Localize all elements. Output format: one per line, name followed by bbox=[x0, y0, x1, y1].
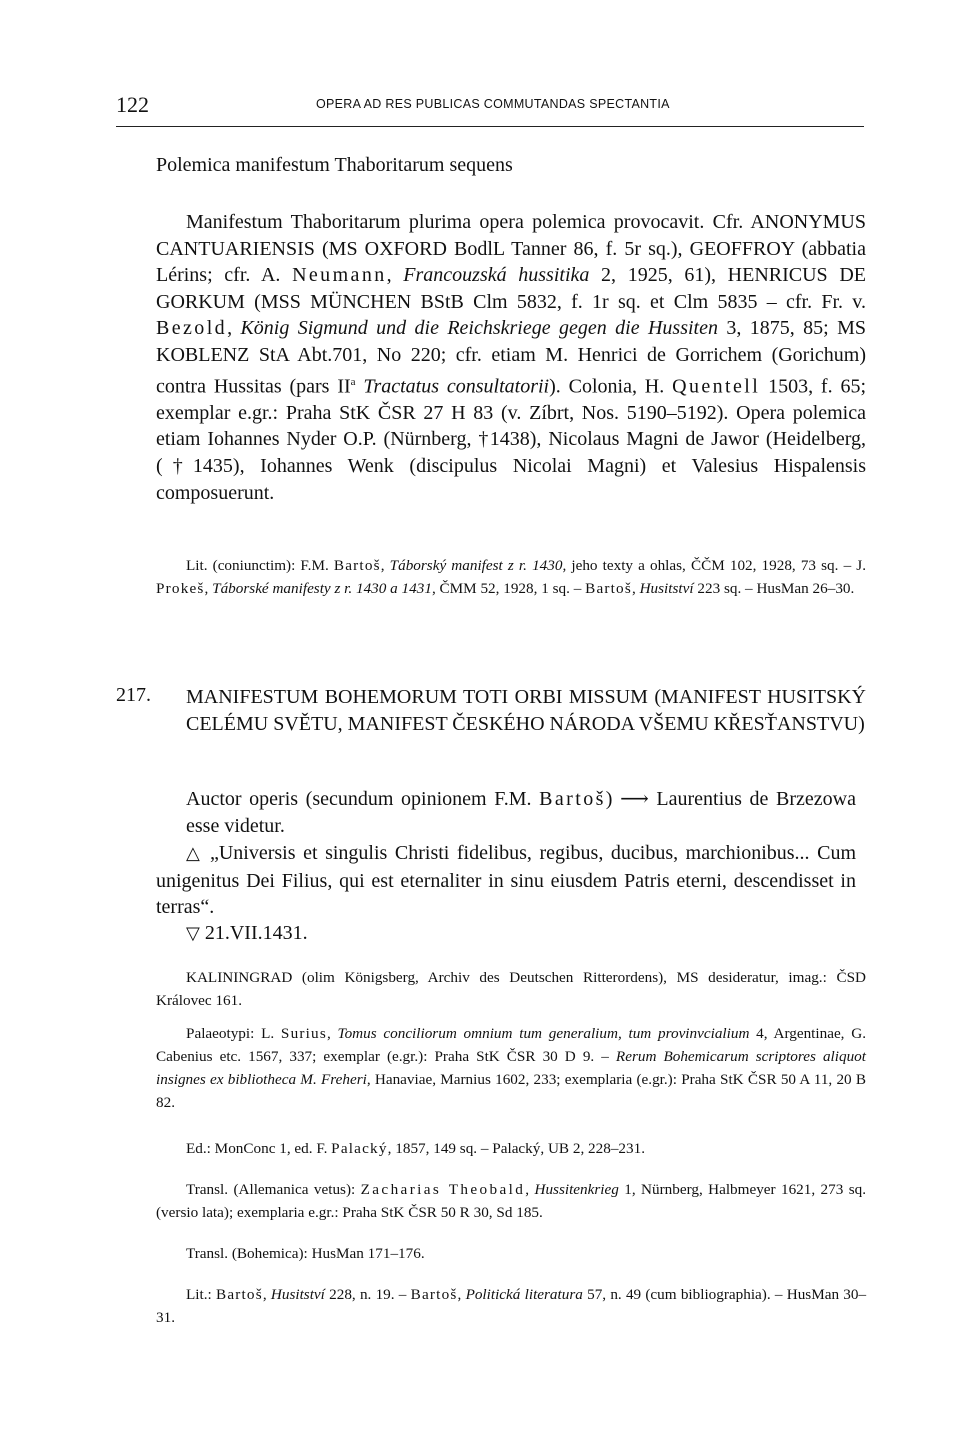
printer-quentell: Quentell bbox=[672, 375, 761, 398]
work-title: Husitství bbox=[270, 1286, 325, 1303]
lit-text: , bbox=[380, 557, 390, 574]
date-line bbox=[186, 920, 856, 948]
lit-text: 57, n. 49 (cum bibliographia). – HusMan 30–31. bbox=[156, 1286, 867, 1326]
palaeotypi-text: 4, Argentinae, G. Cabenius etc. 1567, 337; exemplar (e.gr.): Praha StK ČSR 30 D 9. – bbox=[156, 1025, 866, 1065]
manuscript-paragraph: KALININGRAD (olim Königsberg, Archiv des Deutschen Ritterordens), MS desideratur, imag.: ČSD Královec 161. bbox=[156, 969, 866, 1009]
edition-paragraph bbox=[156, 1137, 866, 1160]
work-title: Táborské manifesty z r. 1430 a 1431 bbox=[212, 580, 432, 597]
section-title: Polemica manifestum Thaboritarum sequens bbox=[156, 154, 513, 176]
intro-text: ). Colonia, H. bbox=[549, 375, 673, 398]
edition-text: , 1857, 149 sq. – Palacký, UB 2, 228–231. bbox=[387, 1140, 645, 1157]
lit-text: , bbox=[262, 1286, 271, 1303]
author-bartos: Bartoš bbox=[585, 580, 632, 597]
author-theobald: Zacharias Theobald bbox=[360, 1181, 526, 1198]
date-text: 21.VII.1431. bbox=[199, 922, 308, 944]
lit-text: Lit. (coniunctim): F.M. bbox=[186, 557, 334, 574]
lit-text: , bbox=[457, 1286, 466, 1303]
author-bezold: Bezold bbox=[156, 317, 228, 340]
translation-czech-paragraph: Transl. (Bohemica): HusMan 171–176. bbox=[186, 1245, 425, 1262]
work-title: Hussitenkrieg bbox=[534, 1181, 619, 1198]
lit-text: , bbox=[204, 580, 213, 597]
translation-text: 1, Nürnberg, Halbmeyer 1621, 273 sq. (versio lata); exemplaria e.gr.: Praha StK ČSR 50 R 30, Sd 185. bbox=[156, 1181, 866, 1221]
author-bartos: Bartoš bbox=[410, 1286, 458, 1303]
palaeotypi-text: , bbox=[326, 1025, 338, 1042]
translation-german-paragraph bbox=[156, 1178, 866, 1224]
lit-text: , bbox=[631, 580, 640, 597]
intro-text: 1503, f. 65; exemplar e.gr.: Praha StK ČSR 27 H 83 (v. Zíbrt, Nos. 5190–5192). Opera polemica etiam Iohannes Nyder O.P. (Nürnberg, †1438), Nicolaus Magni de Jawor (Heidelberg, (†1435), Iohannes Wenk (discipulus Nicolai Magni) et Valesius Hispalensis composuerunt. bbox=[156, 375, 867, 504]
intro-text: , bbox=[227, 317, 241, 340]
auctor-paragraph bbox=[186, 786, 856, 839]
palaeotypi-paragraph bbox=[156, 1022, 866, 1114]
page-number: 122 bbox=[116, 92, 149, 117]
running-header bbox=[116, 92, 864, 127]
auctor-text: Auctor operis (secundum opinionem F.M. bbox=[186, 788, 540, 810]
palaeotypi-text: Palaeotypi: L. bbox=[186, 1025, 281, 1042]
work-title: Rerum Bohemicarum scriptores aliquot insignes ex bibliotheca M. Freheri bbox=[156, 1048, 866, 1088]
work-title: König Sigmund und die Reichskriege gegen die Hussiten bbox=[240, 317, 718, 340]
palaeotypi-text: , Hanaviae, Marnius 1602, 233; exemplaria (e.gr.): Praha StK ČSR 50 A 11, 20 B 82. bbox=[156, 1071, 867, 1111]
auctor-text: Laurentius de Brzezowa esse videtur. bbox=[186, 788, 856, 837]
intro-text: Manifestum Thaboritarum plurima opera polemica provocavit. Cfr. ANONYMUS CANTUARIENSIS (MS OXFORD BodlL Tanner 86, f. 5r sq.), GEOFFROY (abbatia Lérins; cfr. A. bbox=[156, 211, 866, 287]
edition-text: Ed.: MonConc 1, ed. F. bbox=[186, 1140, 332, 1157]
intro-text: , bbox=[386, 264, 404, 287]
date-triangle-icon: ▽ bbox=[186, 923, 200, 944]
running-title: OPERA AD RES PUBLICAS COMMUTANDAS SPECTANTIA bbox=[316, 97, 670, 111]
lit-text: 228, n. 19. – bbox=[324, 1286, 411, 1303]
auctor-text: ) bbox=[605, 788, 621, 810]
arrow-icon: ⟶ bbox=[620, 788, 649, 810]
incipit bbox=[156, 840, 856, 921]
author-bartos: Bartoš bbox=[215, 1286, 263, 1303]
work-title: Tomus conciliorum omnium tum generalium, tum provinvcialium bbox=[337, 1025, 750, 1042]
intro-literature bbox=[156, 554, 866, 600]
work-title: Francouzská hussitika bbox=[403, 264, 590, 287]
author-surius: Surius bbox=[280, 1025, 327, 1042]
intro-text: 2, 1925, 61), HENRICUS DE GORKUM (MSS MÜNCHEN BStB Clm 5832, f. 1r sq. et Clm 5835 – cfr. Fr. v. bbox=[156, 264, 866, 313]
entry-title: MANIFESTUM BOHEMORUM TOTI ORBI MISSUM (MANIFEST HUSITSKÝ CELÉMU SVĚTU, MANIFEST ČESKÉHO NÁRODA VŠEMU KŘESŤANSTVU) bbox=[186, 686, 866, 735]
entry-number: 217. bbox=[116, 684, 151, 706]
work-title: Politická literatura bbox=[465, 1286, 583, 1303]
incipit-triangle-icon: △ bbox=[186, 843, 203, 864]
lit-text: Lit.: bbox=[186, 1286, 216, 1303]
author-prokes: Prokeš bbox=[156, 580, 205, 597]
lit-text: 223 sq. – HusMan 26–30. bbox=[693, 580, 855, 597]
author-bartos: Bartoš bbox=[539, 788, 606, 810]
work-title: Tractatus consultatorii bbox=[363, 375, 550, 398]
work-title: Husitství bbox=[639, 580, 694, 597]
author-neumann: Neumann bbox=[292, 264, 387, 287]
superscript: a bbox=[350, 375, 356, 388]
literature-paragraph bbox=[156, 1283, 866, 1329]
author-palacky: Palacký bbox=[331, 1140, 388, 1157]
work-title: Táborský manifest z r. 1430, bbox=[389, 557, 567, 574]
intro-text: 3, 1875, 85; MS KOBLENZ StA Abt.701, No 220; cfr. etiam M. Henrici de Gorrichem (Gorichum) contra Hussitas (pars II bbox=[156, 317, 866, 398]
translation-text: , bbox=[525, 1181, 535, 1198]
lit-text: jeho texty a ohlas, ČČM 102, 1928, 73 sq. – J. bbox=[566, 557, 866, 574]
translation-text: Transl. (Allemanica vetus): bbox=[186, 1181, 361, 1198]
lit-text: , ČMM 52, 1928, 1 sq. – bbox=[431, 580, 586, 597]
intro-paragraph bbox=[156, 209, 866, 506]
incipit-text: „Universis et singulis Christi fidelibus, regibus, ducibus, marchionibus... Cum unigenitus Dei Filius, qui est eternaliter in sinu eiusdem Patris eterni, descendisset in terras“. bbox=[156, 842, 857, 919]
author-bartos: Bartoš bbox=[333, 557, 381, 574]
